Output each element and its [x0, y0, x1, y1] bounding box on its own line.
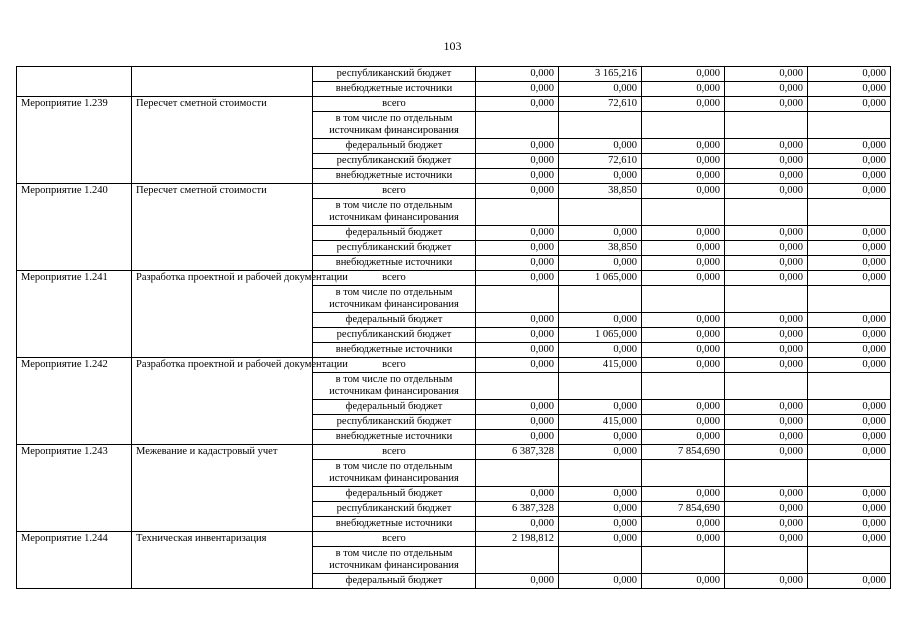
funding-source-cell: всего — [313, 532, 476, 547]
value-cell: 0,000 — [725, 97, 808, 112]
value-cell: 0,000 — [725, 358, 808, 373]
value-cell: 0,000 — [476, 82, 559, 97]
value-cell: 7 854,690 — [642, 502, 725, 517]
value-cell: 0,000 — [642, 415, 725, 430]
table-row — [17, 184, 891, 199]
value-cell: 0,000 — [476, 430, 559, 445]
value-cell — [476, 460, 559, 487]
funding-source-cell: федеральный бюджет — [313, 139, 476, 154]
value-cell — [808, 460, 891, 487]
activity-label-cell: Мероприятие 1.240 — [17, 184, 132, 271]
value-cell: 0,000 — [808, 328, 891, 343]
value-cell: 0,000 — [808, 97, 891, 112]
value-cell: 2 198,812 — [476, 532, 559, 547]
funding-source-cell: федеральный бюджет — [313, 574, 476, 589]
value-cell — [808, 547, 891, 574]
value-cell: 0,000 — [808, 226, 891, 241]
value-cell: 415,000 — [559, 415, 642, 430]
value-cell: 0,000 — [808, 241, 891, 256]
funding-source-cell: федеральный бюджет — [313, 226, 476, 241]
value-cell: 0,000 — [642, 139, 725, 154]
value-cell — [476, 547, 559, 574]
funding-source-cell: федеральный бюджет — [313, 487, 476, 502]
value-cell: 0,000 — [476, 169, 559, 184]
budget-table — [16, 66, 891, 589]
value-cell: 0,000 — [642, 487, 725, 502]
value-cell — [642, 199, 725, 226]
funding-source-cell: республиканский бюджет — [313, 154, 476, 169]
funding-source-cell: внебюджетные источники — [313, 430, 476, 445]
value-cell: 0,000 — [642, 517, 725, 532]
value-cell: 0,000 — [725, 415, 808, 430]
funding-source-cell: республиканский бюджет — [313, 502, 476, 517]
value-cell: 0,000 — [559, 139, 642, 154]
value-cell: 0,000 — [476, 226, 559, 241]
value-cell: 0,000 — [725, 313, 808, 328]
value-cell: 0,000 — [559, 313, 642, 328]
value-cell: 7 854,690 — [642, 445, 725, 460]
activity-description-cell: Разработка проектной и рабочей документации — [132, 358, 313, 445]
value-cell: 0,000 — [642, 241, 725, 256]
value-cell: 0,000 — [725, 226, 808, 241]
activity-description-cell: Разработка проектной и рабочей документации — [132, 271, 313, 358]
activity-description-cell: Пересчет сметной стоимости — [132, 97, 313, 184]
activity-description-cell: Пересчет сметной стоимости — [132, 184, 313, 271]
value-cell: 0,000 — [725, 328, 808, 343]
value-cell: 1 065,000 — [559, 328, 642, 343]
value-cell: 0,000 — [642, 97, 725, 112]
value-cell: 0,000 — [642, 430, 725, 445]
value-cell: 0,000 — [476, 574, 559, 589]
value-cell: 0,000 — [642, 343, 725, 358]
value-cell: 0,000 — [808, 502, 891, 517]
value-cell: 0,000 — [725, 256, 808, 271]
value-cell — [642, 373, 725, 400]
activity-label-cell — [17, 67, 132, 97]
value-cell: 0,000 — [725, 532, 808, 547]
value-cell: 0,000 — [559, 400, 642, 415]
funding-source-cell: республиканский бюджет — [313, 241, 476, 256]
funding-source-cell: в том числе по отдельным источникам финансирования — [313, 286, 476, 313]
funding-source-cell: всего — [313, 271, 476, 286]
value-cell: 6 387,328 — [476, 445, 559, 460]
value-cell: 415,000 — [559, 358, 642, 373]
value-cell — [476, 286, 559, 313]
funding-source-cell: всего — [313, 97, 476, 112]
value-cell — [559, 199, 642, 226]
value-cell — [559, 112, 642, 139]
value-cell — [476, 199, 559, 226]
value-cell: 0,000 — [725, 154, 808, 169]
value-cell: 0,000 — [476, 139, 559, 154]
activity-description-cell — [132, 67, 313, 97]
value-cell — [808, 286, 891, 313]
value-cell: 0,000 — [808, 154, 891, 169]
value-cell: 0,000 — [808, 574, 891, 589]
value-cell: 0,000 — [476, 256, 559, 271]
value-cell: 0,000 — [725, 502, 808, 517]
funding-source-cell: внебюджетные источники — [313, 517, 476, 532]
value-cell: 0,000 — [559, 445, 642, 460]
value-cell: 1 065,000 — [559, 271, 642, 286]
value-cell: 0,000 — [725, 400, 808, 415]
value-cell: 0,000 — [808, 139, 891, 154]
value-cell: 0,000 — [559, 532, 642, 547]
page-number: 103 — [443, 39, 462, 53]
value-cell: 0,000 — [559, 343, 642, 358]
value-cell: 0,000 — [476, 271, 559, 286]
funding-source-cell: республиканский бюджет — [313, 328, 476, 343]
table-row — [17, 271, 891, 286]
value-cell: 0,000 — [559, 169, 642, 184]
value-cell: 0,000 — [808, 313, 891, 328]
value-cell: 0,000 — [476, 154, 559, 169]
funding-source-cell: всего — [313, 184, 476, 199]
value-cell: 0,000 — [808, 487, 891, 502]
value-cell: 0,000 — [808, 184, 891, 199]
value-cell — [559, 286, 642, 313]
value-cell: 0,000 — [808, 415, 891, 430]
value-cell — [476, 373, 559, 400]
value-cell — [642, 286, 725, 313]
value-cell: 0,000 — [642, 328, 725, 343]
value-cell: 38,850 — [559, 241, 642, 256]
value-cell: 0,000 — [642, 532, 725, 547]
value-cell: 0,000 — [725, 343, 808, 358]
value-cell: 0,000 — [476, 517, 559, 532]
value-cell: 0,000 — [476, 184, 559, 199]
funding-source-cell: всего — [313, 358, 476, 373]
funding-source-cell: внебюджетные источники — [313, 169, 476, 184]
value-cell: 0,000 — [725, 82, 808, 97]
value-cell: 0,000 — [642, 169, 725, 184]
activity-label-cell: Мероприятие 1.241 — [17, 271, 132, 358]
value-cell: 0,000 — [559, 574, 642, 589]
value-cell — [808, 199, 891, 226]
value-cell: 0,000 — [476, 415, 559, 430]
funding-source-cell: внебюджетные источники — [313, 343, 476, 358]
value-cell — [559, 460, 642, 487]
value-cell: 0,000 — [476, 487, 559, 502]
value-cell: 0,000 — [725, 169, 808, 184]
value-cell — [725, 460, 808, 487]
activity-description-cell: Межевание и кадастровый учет — [132, 445, 313, 532]
value-cell — [559, 373, 642, 400]
value-cell — [725, 286, 808, 313]
value-cell: 0,000 — [559, 82, 642, 97]
value-cell: 0,000 — [642, 400, 725, 415]
table-row — [17, 97, 891, 112]
value-cell — [725, 112, 808, 139]
value-cell — [808, 112, 891, 139]
table-row — [17, 358, 891, 373]
value-cell: 0,000 — [642, 154, 725, 169]
funding-source-cell: в том числе по отдельным источникам финансирования — [313, 547, 476, 574]
value-cell: 0,000 — [642, 67, 725, 82]
value-cell: 0,000 — [642, 358, 725, 373]
value-cell: 0,000 — [559, 517, 642, 532]
value-cell: 0,000 — [476, 343, 559, 358]
funding-source-cell: внебюджетные источники — [313, 256, 476, 271]
value-cell: 0,000 — [808, 400, 891, 415]
value-cell — [725, 199, 808, 226]
value-cell — [725, 373, 808, 400]
value-cell: 0,000 — [559, 430, 642, 445]
value-cell: 0,000 — [642, 313, 725, 328]
value-cell: 0,000 — [642, 574, 725, 589]
activity-label-cell: Мероприятие 1.239 — [17, 97, 132, 184]
value-cell: 0,000 — [559, 256, 642, 271]
value-cell: 0,000 — [808, 445, 891, 460]
table-row — [17, 67, 891, 82]
value-cell: 0,000 — [808, 517, 891, 532]
value-cell: 0,000 — [559, 502, 642, 517]
value-cell: 0,000 — [808, 532, 891, 547]
value-cell: 0,000 — [808, 430, 891, 445]
value-cell — [808, 373, 891, 400]
value-cell: 38,850 — [559, 184, 642, 199]
activity-label-cell: Мероприятие 1.242 — [17, 358, 132, 445]
value-cell: 0,000 — [725, 517, 808, 532]
table-row — [17, 445, 891, 460]
activity-label-cell: Мероприятие 1.243 — [17, 445, 132, 532]
value-cell: 0,000 — [725, 574, 808, 589]
value-cell: 0,000 — [808, 271, 891, 286]
value-cell: 0,000 — [725, 67, 808, 82]
value-cell: 72,610 — [559, 97, 642, 112]
value-cell: 0,000 — [808, 67, 891, 82]
value-cell: 3 165,216 — [559, 67, 642, 82]
value-cell: 0,000 — [725, 487, 808, 502]
value-cell: 0,000 — [808, 256, 891, 271]
funding-source-cell: в том числе по отдельным источникам финансирования — [313, 460, 476, 487]
value-cell — [642, 547, 725, 574]
value-cell: 0,000 — [642, 271, 725, 286]
activity-label-cell: Мероприятие 1.244 — [17, 532, 132, 589]
table-row — [17, 532, 891, 547]
funding-source-cell: в том числе по отдельным источникам финансирования — [313, 112, 476, 139]
funding-source-cell: федеральный бюджет — [313, 400, 476, 415]
value-cell: 0,000 — [642, 82, 725, 97]
funding-source-cell: республиканский бюджет — [313, 67, 476, 82]
value-cell: 0,000 — [808, 169, 891, 184]
value-cell: 0,000 — [725, 445, 808, 460]
value-cell — [642, 112, 725, 139]
funding-source-cell: внебюджетные источники — [313, 82, 476, 97]
funding-source-cell: в том числе по отдельным источникам финансирования — [313, 199, 476, 226]
value-cell: 0,000 — [476, 400, 559, 415]
value-cell: 0,000 — [808, 343, 891, 358]
value-cell — [725, 547, 808, 574]
value-cell: 0,000 — [725, 184, 808, 199]
funding-source-cell: республиканский бюджет — [313, 415, 476, 430]
value-cell: 0,000 — [476, 313, 559, 328]
value-cell — [559, 547, 642, 574]
value-cell: 0,000 — [808, 358, 891, 373]
value-cell: 0,000 — [725, 430, 808, 445]
value-cell: 0,000 — [559, 487, 642, 502]
value-cell — [642, 460, 725, 487]
value-cell: 0,000 — [642, 226, 725, 241]
value-cell: 0,000 — [559, 226, 642, 241]
value-cell: 0,000 — [725, 241, 808, 256]
funding-source-cell: федеральный бюджет — [313, 313, 476, 328]
value-cell: 0,000 — [642, 184, 725, 199]
value-cell: 0,000 — [725, 139, 808, 154]
value-cell: 0,000 — [476, 241, 559, 256]
value-cell: 72,610 — [559, 154, 642, 169]
value-cell: 0,000 — [808, 82, 891, 97]
value-cell: 0,000 — [476, 67, 559, 82]
value-cell — [476, 112, 559, 139]
value-cell: 0,000 — [642, 256, 725, 271]
funding-source-cell: в том числе по отдельным источникам финансирования — [313, 373, 476, 400]
activity-description-cell: Техническая инвентаризация — [132, 532, 313, 589]
value-cell: 6 387,328 — [476, 502, 559, 517]
value-cell: 0,000 — [476, 328, 559, 343]
value-cell: 0,000 — [725, 271, 808, 286]
value-cell: 0,000 — [476, 97, 559, 112]
funding-source-cell: всего — [313, 445, 476, 460]
value-cell: 0,000 — [476, 358, 559, 373]
